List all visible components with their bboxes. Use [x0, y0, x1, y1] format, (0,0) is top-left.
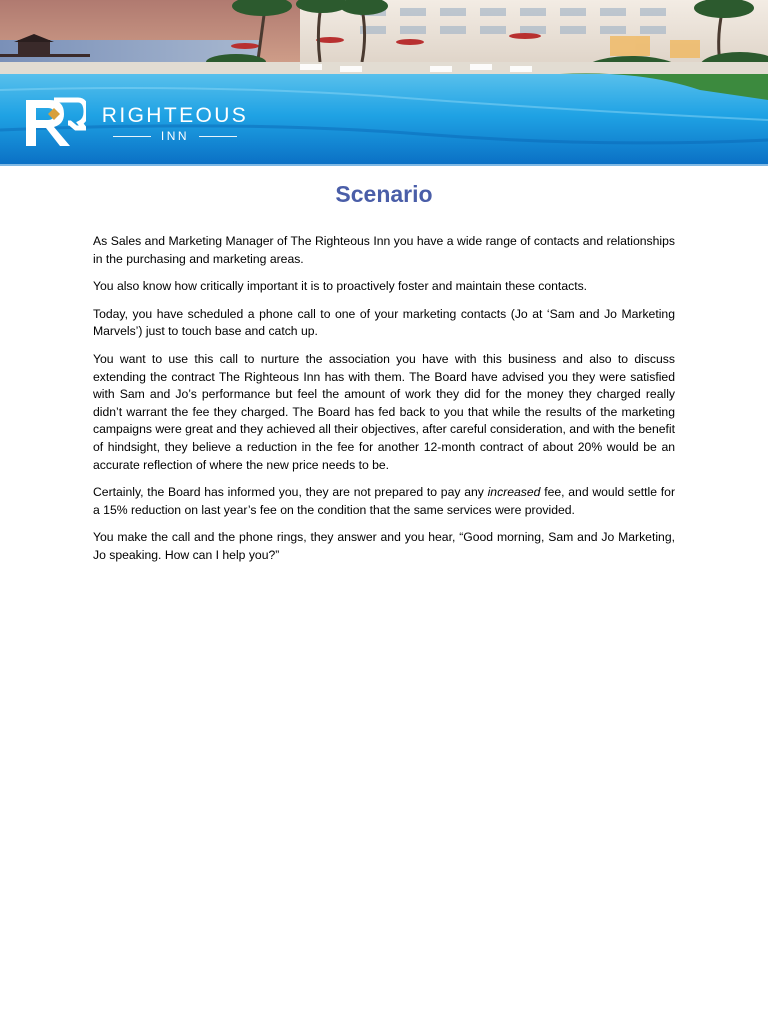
paragraph-1: As Sales and Marketing Manager of The Righteous Inn you have a wide range of contacts and relationships in the purchasing and marketing areas.	[93, 234, 675, 266]
paragraph-5-after: fee, and would settle for a 15% reduction on last year’s fee on the condition that the same services were provided.	[93, 485, 676, 517]
brand-logo	[24, 96, 254, 150]
header-banner	[0, 0, 768, 166]
rr-monogram-logo-icon	[24, 96, 86, 150]
brand-sub: INN	[160, 129, 190, 143]
brand-name: RIGHTEOUS	[101, 104, 249, 127]
paragraph-4: You want to use this call to nurture the association you have with this business and also to discuss extending the contract The Righteous Inn has with them. The Board have advised you they were satisfied with Sam and Jo’s performance but feel the amount of work they did for the money they charged really didn’t warrant the fee they charged. The Board has fed back to you that while the results of the marketing campaigns were great and they achieved all their objectives, after careful consideration, and with the benefit of hindsight, they believe a reduction in the fee for another 12-month contract of about 20% would be an accurate reflection of where the new price needs to be.	[93, 351, 675, 472]
page-title: Scenario	[335, 181, 433, 207]
brand-divider-left	[113, 136, 151, 137]
paragraph-5-before: Certainly, the Board has informed you, they are not prepared to pay any	[93, 485, 488, 500]
brand-divider-right	[199, 136, 237, 137]
paragraph-2: You also know how critically important it is to proactively foster and maintain these contacts.	[93, 279, 588, 294]
brand-sub-row	[100, 129, 250, 143]
paragraph-5-emphasis: increased	[487, 485, 541, 500]
scenario-body	[93, 233, 675, 575]
paragraph-3: Today, you have scheduled a phone call to one of your marketing contacts (Jo at ‘Sam and Jo Marketing Marvels’) just to touch base and catch up.	[93, 306, 675, 339]
paragraph-5	[93, 484, 675, 519]
brand-wordmark	[100, 104, 250, 143]
paragraph-6: You make the call and the phone rings, they answer and you hear, “Good morning, Sam and Jo Marketing, Jo speaking. How can I help you?”	[93, 530, 675, 562]
